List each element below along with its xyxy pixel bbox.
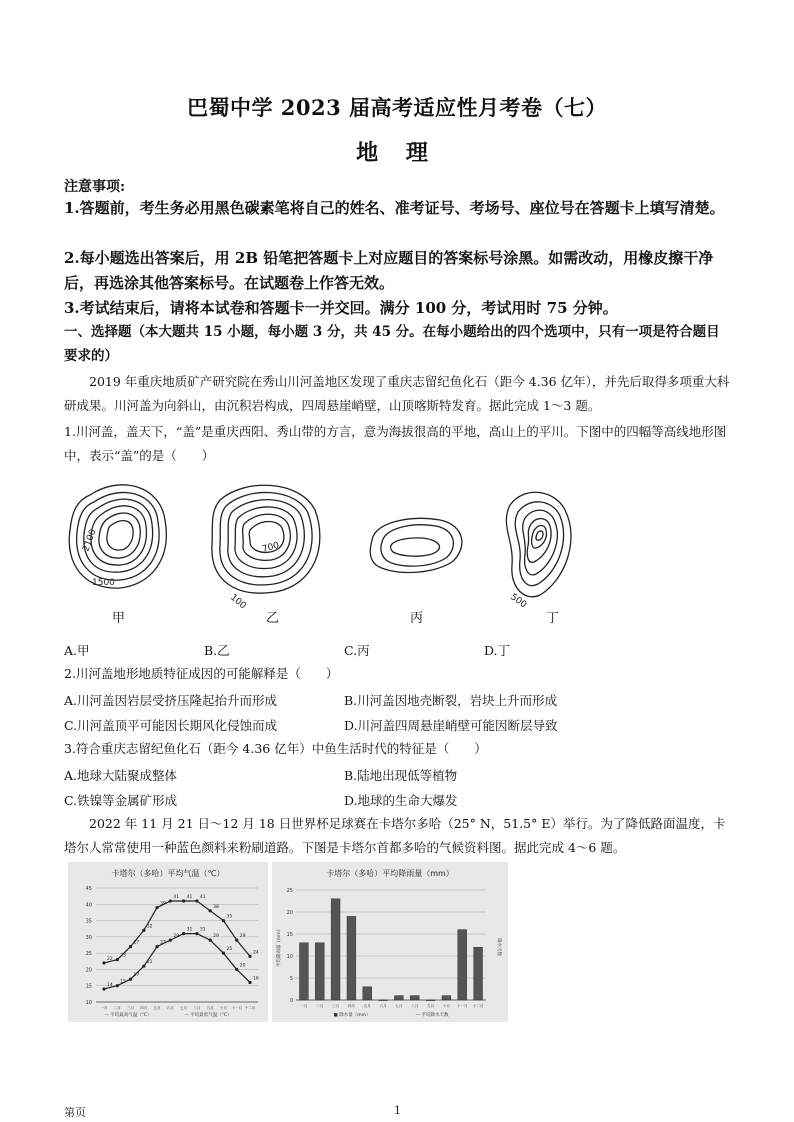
- rain-y-tick: 0: [289, 998, 293, 1004]
- temp-point: [182, 932, 185, 935]
- rain-bar: [315, 943, 324, 1000]
- rain-y-label: 平均降雨量（mm）: [277, 926, 282, 968]
- temp-x-tick: 九月: [206, 1006, 214, 1010]
- q3-option-b: B.陆地出现低等植物: [344, 768, 458, 783]
- temp-y-tick: 20: [85, 967, 92, 974]
- temp-y-tick: 10: [85, 1000, 92, 1006]
- q2-option-a: A.川河盖因岩层受挤压隆起抬升而形成: [64, 693, 278, 708]
- temp-point: [209, 909, 212, 912]
- rain-x-tick: 一月: [300, 1004, 308, 1008]
- rain-bar: [394, 996, 403, 1000]
- temp-point: [169, 939, 172, 942]
- temp-data-label: 17: [133, 973, 140, 979]
- footer-left: 第页: [64, 1106, 86, 1119]
- rain-x-tick: 三月: [331, 1004, 340, 1008]
- temp-data-label: 24: [253, 950, 259, 956]
- rain-x-tick: 五月: [363, 1004, 371, 1008]
- temp-x-tick: 十二月: [244, 1006, 256, 1010]
- temp-point: [195, 932, 198, 935]
- temp-x-tick: 八月: [193, 1006, 201, 1010]
- q1-option-d: D.丁: [484, 643, 511, 658]
- notice-item-3: 3.考试结束后，请将本试卷和答题卡一并交回。满分 100 分，考试用时 75 分钟。: [64, 299, 618, 317]
- temp-data-label: 14: [107, 982, 113, 988]
- temp-data-label: 39: [160, 901, 166, 907]
- passage-1: 2019 年重庆地质矿产研究院在秀山川河盖地区发现了重庆志留纪鱼化石（距今 4.36 亿年），并先后取得多项重大科研成果。川河盖为向斜山，由沉积岩构成，四周悬崖峭壁，山顶喀斯特发育。据此完成 1～3 题。: [64, 374, 730, 413]
- temp-y-tick: 15: [85, 983, 92, 990]
- temp-data-label: 35: [226, 914, 233, 920]
- rain-x-tick: 六月: [379, 1004, 387, 1008]
- contour-map-jia: [69, 485, 166, 588]
- temp-x-tick: 七月: [180, 1006, 188, 1010]
- question-1-stem: 1.川河盖，盖天下，“盖”是重庆西阳、秀山带的方言，意为海拔很高的平地，高山上的平川。下图中的四幅等高线地形图中，表示“盖”的是（ ）: [64, 424, 727, 463]
- temp-chart-title: 卡塔尔（多哈）平均气温（℃）: [111, 869, 225, 878]
- rain-bar: [410, 996, 419, 1000]
- temp-data-label: 41: [186, 895, 193, 901]
- section-heading: 一、选择题（本大题共 15 小题，每小题 3 分，共 45 分。在每小题给出的四个选项中，只有一项是符合题目要求的）: [64, 324, 720, 364]
- rain-bar: [474, 947, 483, 1000]
- temp-point: [155, 906, 158, 909]
- figure-label-ding: 丁: [546, 611, 560, 626]
- rain-x-tick: 十一月: [456, 1004, 468, 1008]
- rain-bar: [442, 996, 451, 1000]
- temp-x-tick: 一月: [100, 1006, 108, 1010]
- rainfall-chart: [272, 862, 508, 1022]
- temp-data-label: 29: [213, 934, 219, 940]
- temp-point: [155, 945, 158, 948]
- temp-x-tick: 二月: [113, 1006, 121, 1010]
- temp-point: [142, 965, 145, 968]
- rain-x-tick: 四月: [347, 1004, 356, 1008]
- rain-bar: [426, 1000, 435, 1001]
- q1-option-a: A.甲: [64, 643, 90, 658]
- page-title: 巴蜀中学 2023 届高考适应性月考卷（七）: [186, 95, 608, 120]
- temp-point: [116, 958, 119, 961]
- temp-data-label: 21: [146, 960, 153, 966]
- q1-option-b: B.乙: [204, 643, 230, 658]
- q3-option-d: D.地球的生命大爆发: [344, 793, 458, 808]
- question-2-stem: 2.川河盖地形地质特征成因的可能解释是（ ）: [64, 666, 339, 681]
- temp-data-label: 27: [160, 940, 166, 946]
- rain-bar: [379, 1000, 388, 1001]
- temp-point: [102, 961, 105, 964]
- rain-x-tick: 九月: [426, 1004, 435, 1008]
- contour-map-ding: [506, 492, 571, 610]
- temp-point: [222, 952, 225, 955]
- temp-data-label: 16: [253, 976, 259, 982]
- temp-data-label: 41: [173, 895, 180, 901]
- temp-point: [248, 955, 251, 958]
- temp-point: [129, 945, 132, 948]
- page-number: 1: [394, 1104, 401, 1117]
- q3-option-c: C.铁镍等金属矿形成: [64, 793, 178, 808]
- contour-map-bing: [370, 518, 462, 572]
- temp-data-label: 29: [239, 934, 246, 940]
- temp-point: [182, 899, 185, 902]
- temp-data-label: 20: [239, 963, 246, 969]
- temp-legend-max: — 平均最高气温（℃）: [104, 1013, 152, 1018]
- temp-y-tick: 45: [85, 886, 92, 892]
- temp-point: [142, 929, 145, 932]
- temp-point: [222, 919, 225, 922]
- rain-y-tick: 5: [289, 976, 293, 982]
- rain-legend-days: — 平均降水天数: [415, 1013, 449, 1018]
- q2-option-d: D.川河盖四周悬崖峭壁可能因断层导致: [344, 718, 558, 733]
- rain-x-tick: 七月: [395, 1004, 403, 1008]
- rain-y-tick: 25: [286, 888, 293, 894]
- temp-data-label: 32: [146, 924, 153, 930]
- temp-data-label: 15: [120, 979, 127, 985]
- temp-x-tick: 三月: [126, 1006, 135, 1010]
- temp-point: [169, 899, 172, 902]
- contour-value-1500: 1500: [92, 578, 115, 588]
- temp-data-label: 29: [173, 934, 180, 940]
- temp-x-tick: 四月: [140, 1006, 148, 1010]
- contour-figure: [60, 470, 600, 630]
- rain-y-tick: 15: [286, 932, 293, 938]
- contour-value-700: 700: [261, 540, 281, 555]
- q2-option-b: B.川河盖因地壳断裂，岩块上升而形成: [344, 693, 558, 708]
- contour-map-yi: [212, 485, 320, 611]
- q1-option-c: C.丙: [344, 643, 370, 658]
- temp-y-tick: 30: [85, 934, 92, 941]
- notice-item-2: 2.每小题选出答案后，用 2B 铅笔把答题卡上对应题目的答案标号涂黑。如需改动，用橡皮擦干净后，再选涂其他答案标号。在试题卷上作答无效。: [64, 249, 714, 292]
- temp-point: [102, 987, 105, 990]
- temp-data-label: 22: [107, 956, 113, 962]
- temp-data-label: 31: [186, 927, 193, 933]
- q3-option-a: A.地球大陆聚成整体: [64, 768, 178, 783]
- temp-point: [248, 981, 251, 984]
- temp-point: [116, 984, 119, 987]
- temp-x-tick: 六月: [166, 1006, 174, 1010]
- figure-label-yi: 乙: [266, 611, 280, 626]
- rain-y-tick: 10: [286, 954, 293, 960]
- temp-y-tick: 25: [85, 951, 92, 958]
- rain-chart-title: 卡塔尔（多哈）平均降雨量（mm）: [326, 869, 454, 878]
- rain-bar: [331, 899, 340, 1000]
- temp-data-label: 38: [213, 904, 219, 910]
- temp-point: [129, 978, 132, 981]
- contour-value-500: 500: [508, 592, 529, 611]
- q2-option-c: C.川河盖顶平可能因长期风化侵蚀而成: [64, 718, 278, 733]
- subject-title: 地 理: [356, 140, 438, 166]
- temp-x-tick: 十一月: [231, 1006, 243, 1010]
- rain-bar: [458, 930, 467, 1000]
- rain-bar: [347, 916, 356, 1000]
- rain-x-tick: 十月: [442, 1004, 451, 1008]
- temp-data-label: 27: [133, 940, 140, 946]
- temp-data-label: 23: [120, 953, 127, 959]
- rain-y2-label: 降水天数: [496, 938, 501, 956]
- rain-bar: [363, 987, 372, 1000]
- notice-heading: 注意事项:: [64, 179, 126, 195]
- temp-point: [235, 968, 238, 971]
- figure-label-bing: 丙: [410, 611, 424, 626]
- rain-x-tick: 八月: [411, 1004, 419, 1008]
- rain-x-tick: 十二月: [472, 1004, 484, 1008]
- temp-data-label: 25: [226, 947, 233, 953]
- contour-value-100: 100: [228, 592, 248, 612]
- temp-point: [209, 939, 212, 942]
- notice-item-1: 1.答题前，考生务必用黑色碳素笔将自己的姓名、准考证号、考场号、座位号在答题卡上填写清楚。: [64, 199, 725, 217]
- figure-label-jia: 甲: [112, 611, 126, 626]
- rain-y-tick: 20: [286, 910, 293, 916]
- temp-y-tick: 40: [85, 902, 92, 909]
- rain-x-tick: 二月: [316, 1004, 324, 1008]
- temp-data-label: 31: [199, 927, 206, 933]
- passage-2: 2022 年 11 月 21 日～12 月 18 日世界杯足球赛在卡塔尔多哈（25° N，51.5° E）举行。为了降低路面温度，卡塔尔人常常使用一种蓝色颜料来粉刷道路。下图是卡塔尔首都多哈的气候资料图。据此完成 4～6 题。: [64, 816, 726, 855]
- temp-x-tick: 五月: [153, 1006, 161, 1010]
- contour-value-2100: 2100: [81, 528, 99, 554]
- temp-y-tick: 35: [85, 918, 92, 925]
- rain-legend-bars: ■ 降水量（mm）: [333, 1013, 371, 1018]
- temp-point: [235, 939, 238, 942]
- question-3-stem: 3.符合重庆志留纪鱼化石（距今 4.36 亿年）中鱼生活时代的特征是（ ）: [64, 741, 487, 756]
- temp-x-tick: 十月: [219, 1006, 228, 1010]
- temp-data-label: 41: [199, 895, 206, 901]
- temp-point: [195, 899, 198, 902]
- rain-bar: [299, 943, 308, 1000]
- temperature-chart: [68, 862, 268, 1022]
- temp-legend-min: — 平均最低气温（℃）: [184, 1013, 232, 1018]
